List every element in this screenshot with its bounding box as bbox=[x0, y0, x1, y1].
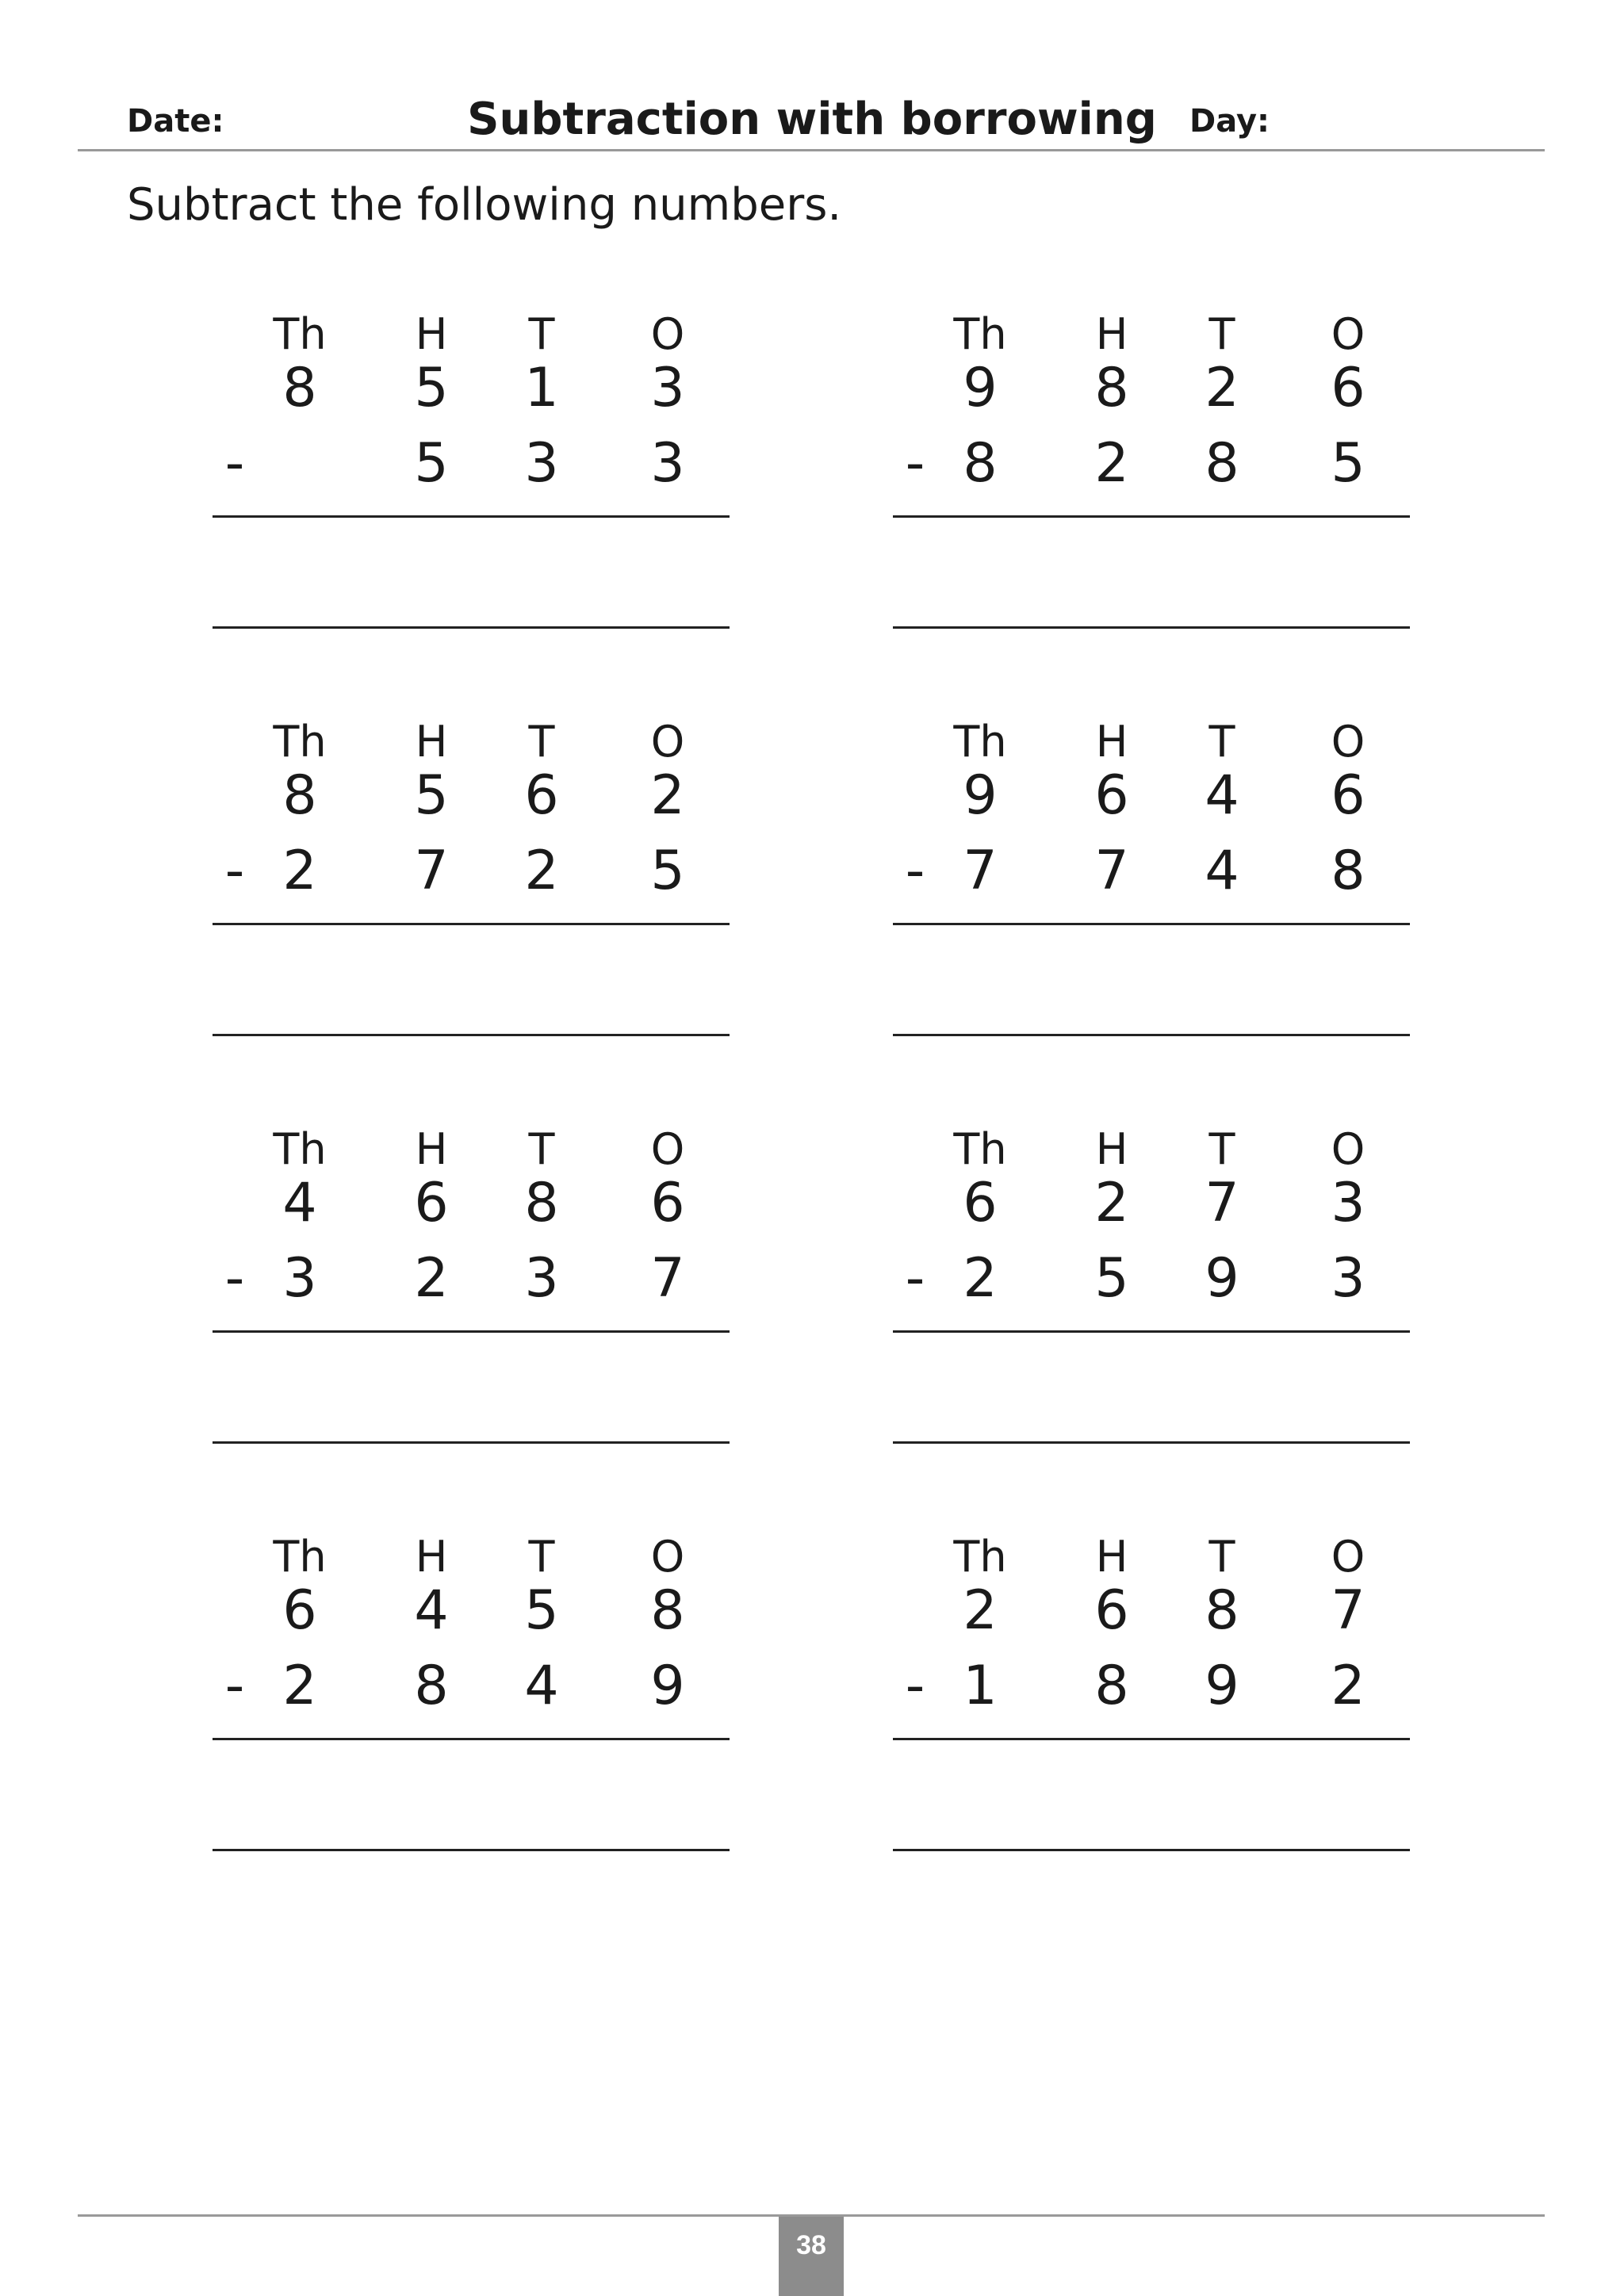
column-header-th: Th bbox=[273, 1532, 327, 1582]
minuend-digit: 2 bbox=[963, 1579, 998, 1642]
column-header-th: Th bbox=[273, 309, 327, 359]
subtrahend-digit: 2 bbox=[1094, 432, 1129, 495]
minuend-digit: 2 bbox=[1205, 357, 1239, 419]
date-label: Date: bbox=[127, 103, 224, 140]
subtrahend-digit: 2 bbox=[282, 840, 317, 902]
subtrahend-digit: 2 bbox=[282, 1655, 317, 1717]
minuend-digit: 2 bbox=[650, 764, 685, 827]
subtrahend-digit: 9 bbox=[1205, 1655, 1239, 1717]
subtrahend-digit: 7 bbox=[650, 1247, 685, 1310]
column-header-h: H bbox=[415, 717, 448, 767]
minuend-digit: 6 bbox=[414, 1172, 449, 1234]
header-divider bbox=[78, 149, 1545, 151]
problem-4 bbox=[893, 717, 1410, 1050]
column-header-o: O bbox=[1331, 717, 1365, 767]
minuend-digit: 9 bbox=[963, 764, 998, 827]
column-header-th: Th bbox=[273, 717, 327, 767]
answer-line bbox=[213, 1441, 730, 1444]
minuend-digit: 6 bbox=[1094, 1579, 1129, 1642]
minuend-digit: 7 bbox=[1331, 1579, 1365, 1642]
minuend-digit: 6 bbox=[282, 1579, 317, 1642]
minuend-digit: 8 bbox=[282, 357, 317, 419]
column-header-t: T bbox=[528, 1532, 555, 1582]
column-header-h: H bbox=[1095, 1124, 1128, 1174]
subtrahend-digit: 3 bbox=[650, 432, 685, 495]
subtraction-line bbox=[213, 1330, 730, 1333]
problem-6 bbox=[893, 1124, 1410, 1457]
subtrahend-digit: 5 bbox=[650, 840, 685, 902]
minuend-digit: 6 bbox=[1331, 764, 1365, 827]
subtrahend-digit: 5 bbox=[414, 432, 449, 495]
column-header-o: O bbox=[1331, 1124, 1365, 1174]
minuend-digit: 6 bbox=[1331, 357, 1365, 419]
minus-sign: - bbox=[905, 432, 925, 495]
minus-sign: - bbox=[905, 840, 925, 902]
column-header-h: H bbox=[1095, 717, 1128, 767]
subtrahend-digit: 8 bbox=[1331, 840, 1365, 902]
column-header-t: T bbox=[1208, 717, 1235, 767]
column-header-o: O bbox=[650, 309, 685, 359]
subtrahend-digit: 8 bbox=[1094, 1655, 1129, 1717]
subtrahend-digit: 3 bbox=[282, 1247, 317, 1310]
subtrahend-digit: 1 bbox=[963, 1655, 998, 1717]
column-header-o: O bbox=[650, 1124, 685, 1174]
column-header-th: Th bbox=[953, 717, 1007, 767]
subtrahend-digit: 7 bbox=[963, 840, 998, 902]
answer-line bbox=[893, 1034, 1410, 1036]
subtrahend-digit: 8 bbox=[414, 1655, 449, 1717]
answer-line bbox=[213, 1034, 730, 1036]
minuend-digit: 6 bbox=[1094, 764, 1129, 827]
subtraction-line bbox=[893, 1330, 1410, 1333]
minuend-digit: 8 bbox=[524, 1172, 559, 1234]
problem-7 bbox=[213, 1532, 730, 1865]
column-header-o: O bbox=[1331, 1532, 1365, 1582]
subtrahend-digit: 5 bbox=[1331, 432, 1365, 495]
problem-2 bbox=[893, 309, 1410, 642]
subtrahend-digit: 7 bbox=[1094, 840, 1129, 902]
column-header-h: H bbox=[1095, 1532, 1128, 1582]
answer-line bbox=[893, 1441, 1410, 1444]
minuend-digit: 4 bbox=[1205, 764, 1239, 827]
minuend-digit: 6 bbox=[650, 1172, 685, 1234]
minus-sign: - bbox=[224, 840, 245, 902]
subtrahend-digit: 3 bbox=[524, 1247, 559, 1310]
column-header-h: H bbox=[415, 1532, 448, 1582]
subtrahend-digit: 8 bbox=[1205, 432, 1239, 495]
subtrahend-digit: 2 bbox=[963, 1247, 998, 1310]
subtraction-line bbox=[893, 1738, 1410, 1740]
minus-sign: - bbox=[224, 432, 245, 495]
instruction-text: Subtract the following numbers. bbox=[127, 179, 842, 231]
minuend-digit: 8 bbox=[650, 1579, 685, 1642]
minuend-digit: 7 bbox=[1205, 1172, 1239, 1234]
subtrahend-digit: 2 bbox=[414, 1247, 449, 1310]
column-header-th: Th bbox=[953, 1532, 1007, 1582]
column-header-th: Th bbox=[953, 1124, 1007, 1174]
column-header-t: T bbox=[528, 1124, 555, 1174]
subtrahend-digit: 4 bbox=[1205, 840, 1239, 902]
column-header-o: O bbox=[650, 1532, 685, 1582]
minuend-digit: 8 bbox=[282, 764, 317, 827]
minuend-digit: 8 bbox=[1094, 357, 1129, 419]
subtraction-line bbox=[213, 515, 730, 518]
minus-sign: - bbox=[224, 1655, 245, 1717]
problem-5 bbox=[213, 1124, 730, 1457]
column-header-t: T bbox=[528, 717, 555, 767]
answer-line bbox=[213, 1849, 730, 1851]
subtrahend-digit: 9 bbox=[1205, 1247, 1239, 1310]
column-header-t: T bbox=[528, 309, 555, 359]
minuend-digit: 5 bbox=[414, 764, 449, 827]
problem-3 bbox=[213, 717, 730, 1050]
column-header-th: Th bbox=[953, 309, 1007, 359]
minuend-digit: 1 bbox=[524, 357, 559, 419]
column-header-o: O bbox=[650, 717, 685, 767]
page-number: 38 bbox=[779, 2217, 844, 2296]
column-header-th: Th bbox=[273, 1124, 327, 1174]
minus-sign: - bbox=[905, 1655, 925, 1717]
problem-8 bbox=[893, 1532, 1410, 1865]
answer-line bbox=[893, 626, 1410, 629]
page-title: Subtraction with borrowing bbox=[467, 94, 1157, 145]
minuend-digit: 2 bbox=[1094, 1172, 1129, 1234]
subtraction-line bbox=[213, 923, 730, 925]
day-label: Day: bbox=[1189, 103, 1270, 140]
subtraction-line bbox=[893, 515, 1410, 518]
column-header-t: T bbox=[1208, 1532, 1235, 1582]
subtrahend-digit: 7 bbox=[414, 840, 449, 902]
answer-line bbox=[213, 626, 730, 629]
subtraction-line bbox=[213, 1738, 730, 1740]
problem-1 bbox=[213, 309, 730, 642]
answer-line bbox=[893, 1849, 1410, 1851]
minuend-digit: 5 bbox=[414, 357, 449, 419]
subtrahend-digit: 3 bbox=[1331, 1247, 1365, 1310]
column-header-t: T bbox=[1208, 309, 1235, 359]
column-header-o: O bbox=[1331, 309, 1365, 359]
minuend-digit: 4 bbox=[282, 1172, 317, 1234]
minuend-digit: 3 bbox=[1331, 1172, 1365, 1234]
minuend-digit: 3 bbox=[650, 357, 685, 419]
column-header-h: H bbox=[1095, 309, 1128, 359]
subtrahend-digit: 5 bbox=[1094, 1247, 1129, 1310]
column-header-h: H bbox=[415, 1124, 448, 1174]
subtrahend-digit: 8 bbox=[963, 432, 998, 495]
subtrahend-digit: 2 bbox=[1331, 1655, 1365, 1717]
minuend-digit: 6 bbox=[963, 1172, 998, 1234]
minuend-digit: 6 bbox=[524, 764, 559, 827]
subtrahend-digit: 2 bbox=[524, 840, 559, 902]
minus-sign: - bbox=[224, 1247, 245, 1310]
subtrahend-digit: 4 bbox=[524, 1655, 559, 1717]
minuend-digit: 4 bbox=[414, 1579, 449, 1642]
column-header-h: H bbox=[415, 309, 448, 359]
subtrahend-digit: 3 bbox=[524, 432, 559, 495]
minuend-digit: 5 bbox=[524, 1579, 559, 1642]
subtrahend-digit: 9 bbox=[650, 1655, 685, 1717]
minuend-digit: 8 bbox=[1205, 1579, 1239, 1642]
subtraction-line bbox=[893, 923, 1410, 925]
minus-sign: - bbox=[905, 1247, 925, 1310]
column-header-t: T bbox=[1208, 1124, 1235, 1174]
minuend-digit: 9 bbox=[963, 357, 998, 419]
